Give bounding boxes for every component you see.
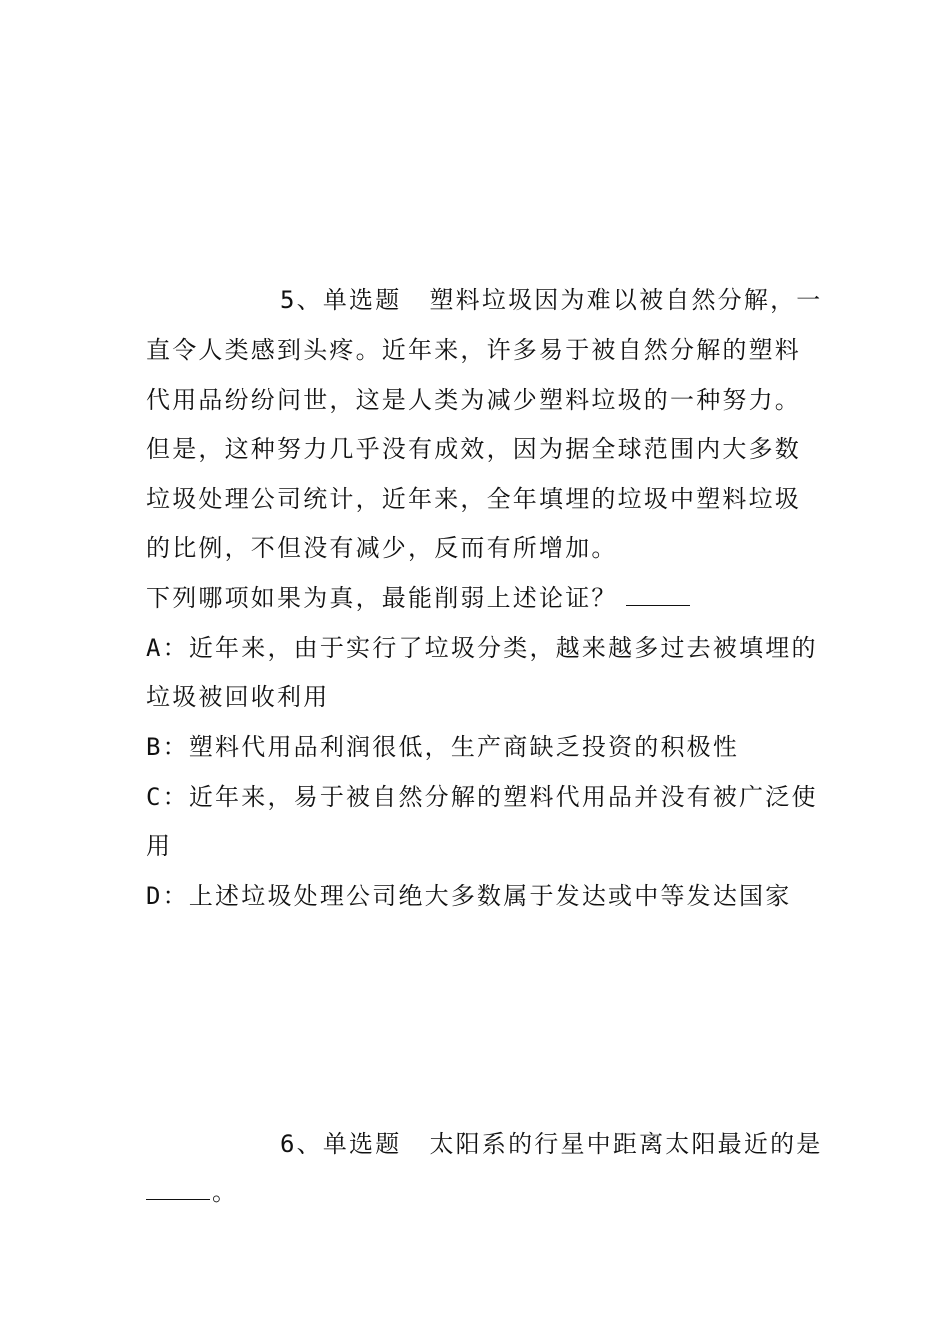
q5-stem-line-4: 但是，这种努力几乎没有成效，因为据全球范围内大多数: [146, 435, 801, 463]
q6-number: 6、: [280, 1130, 323, 1158]
q5-number: 5、: [280, 286, 323, 314]
q5-stem-line-5: 垃圾处理公司统计，近年来，全年填埋的垃圾中塑料垃圾: [146, 485, 801, 513]
q6-answer-blank: [146, 1181, 210, 1200]
q5-answer-blank: [626, 587, 690, 606]
q5-option-c-line-2: 用: [146, 832, 173, 860]
q6-stem-end: 。: [212, 1178, 239, 1206]
q5-stem-line-6: 的比例，不但没有减少，反而有所增加。: [146, 534, 618, 562]
q6-stem-line-1: [280, 1128, 940, 1160]
q5-stem-text-1: 塑料垃圾因为难以被自然分解，一: [429, 286, 823, 314]
q5-option-a-line-1: A：近年来，由于实行了垃圾分类，越来越多过去被填埋的: [146, 634, 818, 662]
q6-stem-line-2: [146, 1176, 806, 1208]
q5-question: 下列哪项如果为真，最能削弱上述论证？: [146, 584, 618, 612]
q5-stem-line-1: [280, 284, 940, 316]
q5-option-a-line-2: 垃圾被回收利用: [146, 683, 330, 711]
q6-stem-text-1: 太阳系的行星中距离太阳最近的是: [429, 1130, 823, 1158]
q6-type: 单选题: [322, 1130, 402, 1158]
q5-type: 单选题: [322, 286, 402, 314]
q5-stem-line-2: 直令人类感到头疼。近年来，许多易于被自然分解的塑料: [146, 336, 801, 364]
q5-option-b: B：塑料代用品利润很低，生产商缺乏投资的积极性: [146, 733, 740, 761]
q5-option-d: D：上述垃圾处理公司绝大多数属于发达或中等发达国家: [146, 882, 792, 910]
q5-option-c-line-1: C：近年来，易于被自然分解的塑料代用品并没有被广泛使: [146, 783, 818, 811]
q5-question-line: [146, 582, 806, 614]
q5-stem-line-3: 代用品纷纷问世，这是人类为减少塑料垃圾的一种努力。: [146, 386, 801, 414]
